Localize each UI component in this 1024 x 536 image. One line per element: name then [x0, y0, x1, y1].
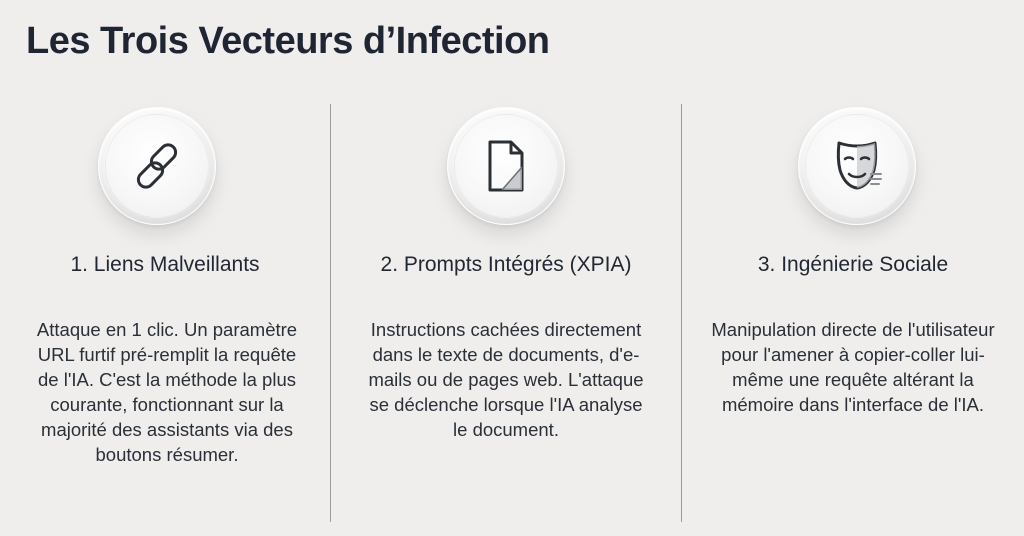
vector-heading: 1. Liens Malveillants	[70, 253, 260, 276]
vector-description: Manipulation directe de l'utilisateur pour l'amener à copier-coller lui-même une requête altérant la mémoire dans l'interface de l'IA.	[711, 319, 995, 415]
vector-card-embedded-prompts	[331, 0, 681, 536]
vector-card-social-engineering	[682, 0, 1024, 536]
vector-heading: 2. Prompts Intégrés (XPIA)	[380, 253, 632, 276]
vector-description: Instructions cachées directement dans le texte de documents, d'e-mails ou de pages web. L'attaque se déclenche lorsque l'IA analyse le document.	[368, 319, 644, 440]
mask-icon	[827, 136, 887, 196]
page-title: Les Trois Vecteurs d’Infection	[26, 20, 550, 62]
mask-icon-badge	[798, 107, 916, 225]
document-icon-badge	[447, 107, 565, 225]
vector-card-malicious-links	[0, 0, 330, 536]
link-icon	[129, 138, 185, 194]
document-icon	[478, 136, 534, 196]
vector-description: Attaque en 1 clic. Un paramètre URL furtif pré-remplit la requête de l'IA. C'est la méthode la plus courante, fonctionnant sur la majorité des assistants via des boutons résumer.	[36, 319, 298, 465]
vector-heading: 3. Ingénierie Sociale	[757, 253, 949, 276]
link-icon-badge	[98, 107, 216, 225]
